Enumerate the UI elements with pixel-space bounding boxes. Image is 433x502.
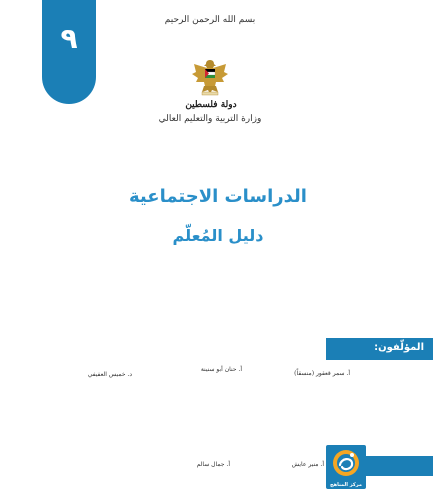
ministry-name: وزارة التربية والتعليم العالي [158, 114, 262, 124]
book-title: الدراسات الاجتماعية [129, 186, 307, 207]
book-subtitle: دليل المُعلّم [172, 226, 264, 245]
author-name: أ. حنان أبو سنينة [200, 366, 242, 373]
author-name: أ. جمال سالم [196, 461, 230, 468]
curriculum-logo-caption: مركز المناهج [330, 482, 362, 488]
author-name: أ. سمر قعقور (منسقاً) [294, 370, 350, 377]
grade-tab: ٩ [42, 0, 96, 104]
basmala-text: بسم الله الرحمن الرحيم [164, 15, 256, 25]
author-name: د. خميس العفيفي [87, 371, 132, 378]
author-name: أ. منير عايش [291, 461, 324, 468]
footer-bar [366, 456, 433, 476]
palestine-eagle-emblem-icon [190, 54, 230, 100]
authors-label: المؤلّفون: [374, 342, 424, 353]
state-name: دولة فلسطين [185, 100, 237, 110]
